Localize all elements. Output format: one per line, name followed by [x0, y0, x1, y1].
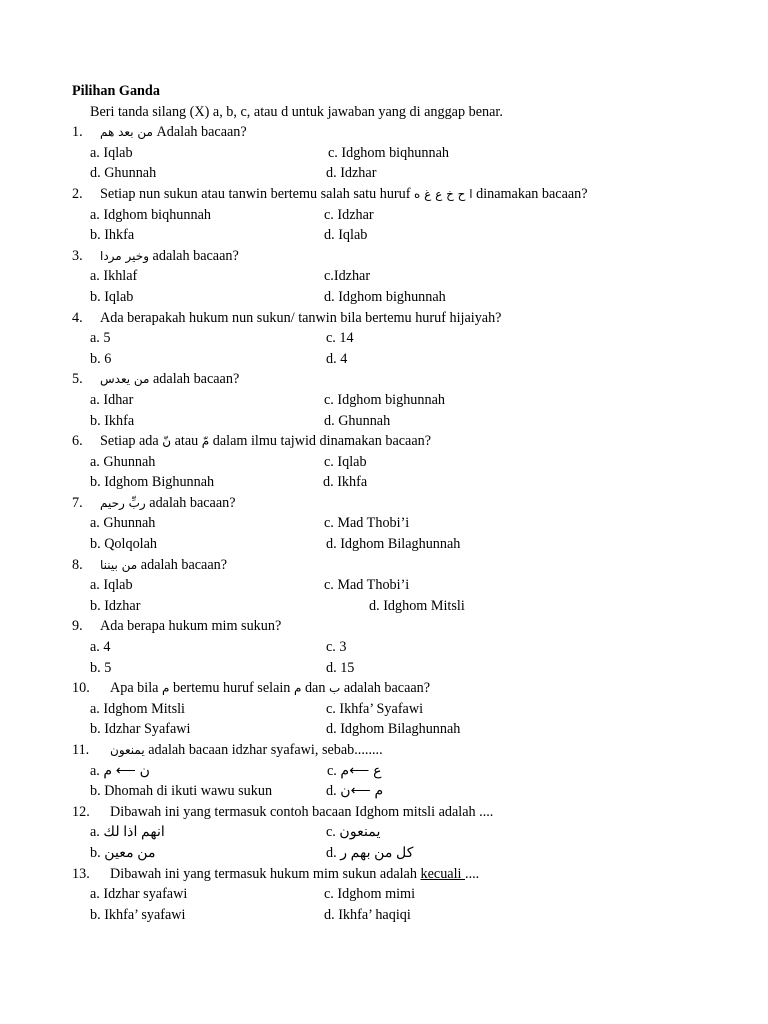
option[interactable]: a. Idghom Mitsli	[90, 700, 185, 717]
option[interactable]: a. Idzhar syafawi	[90, 886, 188, 903]
question-text: dan	[301, 680, 329, 697]
question-number: 3.	[72, 247, 83, 264]
options-row	[72, 637, 712, 658]
question-7	[72, 493, 712, 514]
options-row	[72, 328, 712, 349]
arabic-text: من يعدس	[100, 372, 150, 387]
option[interactable]: b. Ihkfa	[90, 227, 135, 244]
option[interactable]: a. ن ⟵ م	[90, 762, 151, 779]
option[interactable]: a. Ghunnah	[90, 515, 156, 532]
arabic-text: يمنعون	[110, 743, 145, 757]
option[interactable]: a. Idghom biqhunnah	[90, 206, 211, 223]
worksheet	[72, 81, 712, 925]
option[interactable]: c. Idghom bighunnah	[324, 391, 445, 408]
options-row	[72, 884, 712, 905]
options-row	[72, 699, 712, 720]
question-number: 10.	[72, 680, 90, 697]
question-number: 5.	[72, 371, 83, 388]
options-row	[72, 596, 712, 617]
arabic-text: ربِّ رحيم	[100, 495, 146, 510]
underlined-word: kecuali	[420, 865, 466, 882]
option[interactable]: a. 4	[90, 639, 111, 656]
question-text: ....	[465, 865, 480, 882]
question-text: adalah bacaan?	[145, 494, 236, 511]
option[interactable]: d. Idghom Bilaghunnah	[326, 721, 461, 738]
option[interactable]: b. من معين	[90, 844, 156, 861]
option[interactable]: a. Ikhlaf	[90, 268, 138, 285]
options-row	[72, 761, 712, 782]
question-12	[72, 802, 712, 823]
question-text: adalah bacaan?	[137, 556, 228, 573]
question-9	[72, 616, 712, 637]
options-row	[72, 287, 712, 308]
option[interactable]: d. Idghom bighunnah	[324, 288, 446, 305]
option[interactable]: d. Idzhar	[326, 165, 377, 182]
question-11	[72, 740, 712, 761]
question-text: bertemu huruf selain	[169, 680, 294, 697]
question-text: adalah bacaan?	[149, 247, 239, 264]
option[interactable]: c. Iqlab	[324, 453, 367, 470]
question-4	[72, 308, 712, 329]
question-8	[72, 555, 712, 576]
option[interactable]: c. Mad Thobi’i	[324, 515, 410, 532]
question-1	[72, 122, 712, 143]
options-row	[72, 513, 712, 534]
option[interactable]: c. ع ⟵م	[327, 762, 382, 779]
question-text: adalah bacaan?	[149, 371, 240, 388]
options-row	[72, 822, 712, 843]
question-text: Setiap ada	[100, 433, 163, 450]
options-row	[72, 781, 712, 802]
option[interactable]: d. Ikhfa	[323, 474, 368, 491]
question-5	[72, 369, 712, 390]
options-row	[72, 658, 712, 679]
option[interactable]: a. Iqlab	[90, 577, 133, 594]
option[interactable]: d. Ghunnah	[324, 412, 391, 429]
options-row	[72, 205, 712, 226]
arabic-text: م	[293, 681, 302, 696]
question-6	[72, 431, 712, 452]
arabic-text: من بعد هم	[100, 125, 153, 140]
option[interactable]: c. Idzhar	[324, 206, 374, 223]
question-10	[72, 678, 712, 699]
option[interactable]: d. م ⟵ن	[326, 783, 384, 800]
option[interactable]: b. Iqlab	[90, 288, 134, 305]
option[interactable]: d. Ghunnah	[90, 165, 157, 182]
option[interactable]: b. 5	[90, 659, 112, 676]
section-title: Pilihan Ganda	[72, 83, 160, 99]
option[interactable]: c. يمنعون	[326, 824, 381, 841]
question-text: Ada berapa hukum mim sukun?	[100, 618, 282, 635]
option[interactable]: c.Idzhar	[324, 268, 371, 285]
option[interactable]: c. Idghom biqhunnah	[328, 144, 449, 161]
option[interactable]: b. Idghom Bighunnah	[90, 474, 215, 491]
question-text: atau	[171, 433, 202, 450]
instruction: Beri tanda silang (X) a, b, c, atau d untuk jawaban yang di anggap benar.	[90, 103, 503, 120]
question-text: Setiap nun sukun atau tanwin bertemu salah satu huruf	[100, 185, 415, 202]
question-number: 7.	[72, 494, 83, 511]
question-text: Apa bila	[110, 680, 163, 697]
question-text: Ada berapakah hukum nun sukun/ tanwin bila bertemu huruf hijaiyah?	[100, 309, 502, 326]
question-text: dalam ilmu tajwid dinamakan bacaan?	[209, 433, 432, 450]
option[interactable]: c. Idghom mimi	[324, 886, 416, 903]
option[interactable]: d. Idghom Bilaghunnah	[326, 536, 461, 553]
question-number: 6.	[72, 433, 83, 450]
question-3	[72, 246, 712, 267]
arabic-text: ب	[328, 681, 341, 696]
question-number: 2.	[72, 185, 83, 202]
arabic-text: نّ	[162, 434, 172, 449]
options-row	[72, 905, 712, 926]
options-row	[72, 143, 712, 164]
arabic-text: م	[162, 681, 170, 696]
option[interactable]: c. 14	[326, 330, 354, 347]
option[interactable]: b. Dhomah di ikuti wawu sukun	[90, 783, 273, 800]
question-text: Dibawah ini yang termasuk contoh bacaan Idghom mitsli adalah ....	[110, 803, 494, 820]
option[interactable]: d. Ikhfa’ haqiqi	[324, 906, 411, 923]
question-text: adalah bacaan?	[340, 680, 431, 697]
options-row	[72, 472, 712, 493]
option[interactable]: a. انهم اذا لك	[90, 824, 165, 841]
question-number: 8.	[72, 556, 83, 573]
arabic-text: مّ	[201, 434, 210, 449]
option[interactable]: b. Idzhar Syafawi	[90, 721, 191, 738]
options-row	[72, 225, 712, 246]
question-number: 11.	[72, 742, 90, 758]
option[interactable]: a. 5	[90, 330, 111, 347]
option[interactable]: d. Idghom Mitsli	[369, 597, 465, 614]
question-text: Dibawah ini yang termasuk hukum mim sukun adalah	[110, 865, 421, 882]
question-number: 4.	[72, 309, 83, 326]
option[interactable]: c. Mad Thobi’i	[324, 577, 410, 594]
options-row	[72, 843, 712, 864]
options-row	[72, 719, 712, 740]
options-row	[72, 452, 712, 473]
options-row	[72, 163, 712, 184]
option[interactable]: a. Idhar	[90, 391, 134, 408]
option[interactable]: d. 15	[326, 659, 355, 676]
options-row	[72, 266, 712, 287]
question-number: 1.	[72, 124, 83, 141]
options-row	[72, 411, 712, 432]
question-number: 9.	[72, 618, 83, 635]
arabic-text: ا ح خ ع غ ه	[414, 186, 473, 201]
question-number: 12.	[72, 803, 90, 820]
option[interactable]: b. Ikhfa’ syafawi	[90, 906, 186, 923]
question-text: adalah bacaan idzhar syafawi, sebab........	[144, 742, 383, 758]
question-number: 13.	[72, 865, 90, 882]
option[interactable]: d. Iqlab	[324, 227, 368, 244]
options-row	[72, 575, 712, 596]
option[interactable]: c. Ikhfa’ Syafawi	[326, 700, 424, 717]
question-text: dinamakan bacaan?	[472, 185, 588, 202]
option[interactable]: d. 4	[326, 350, 348, 367]
arabic-text: من بيننا	[100, 557, 138, 572]
option[interactable]: d. كل من بهم ر	[326, 844, 414, 861]
option[interactable]: b. 6	[90, 350, 112, 367]
option[interactable]: b. Ikhfa	[90, 412, 135, 429]
options-row	[72, 349, 712, 370]
option[interactable]: a. Iqlab	[90, 144, 133, 161]
arabic-text: وخير مردا	[100, 248, 149, 263]
question-13	[72, 864, 712, 885]
options-row	[72, 534, 712, 555]
option[interactable]: a. Ghunnah	[90, 453, 156, 470]
option[interactable]: b. Qolqolah	[90, 536, 157, 553]
option[interactable]: c. 3	[326, 639, 347, 656]
question-2	[72, 184, 712, 205]
question-text: Adalah bacaan?	[152, 124, 247, 141]
option[interactable]: b. Idzhar	[90, 597, 141, 614]
options-row	[72, 390, 712, 411]
